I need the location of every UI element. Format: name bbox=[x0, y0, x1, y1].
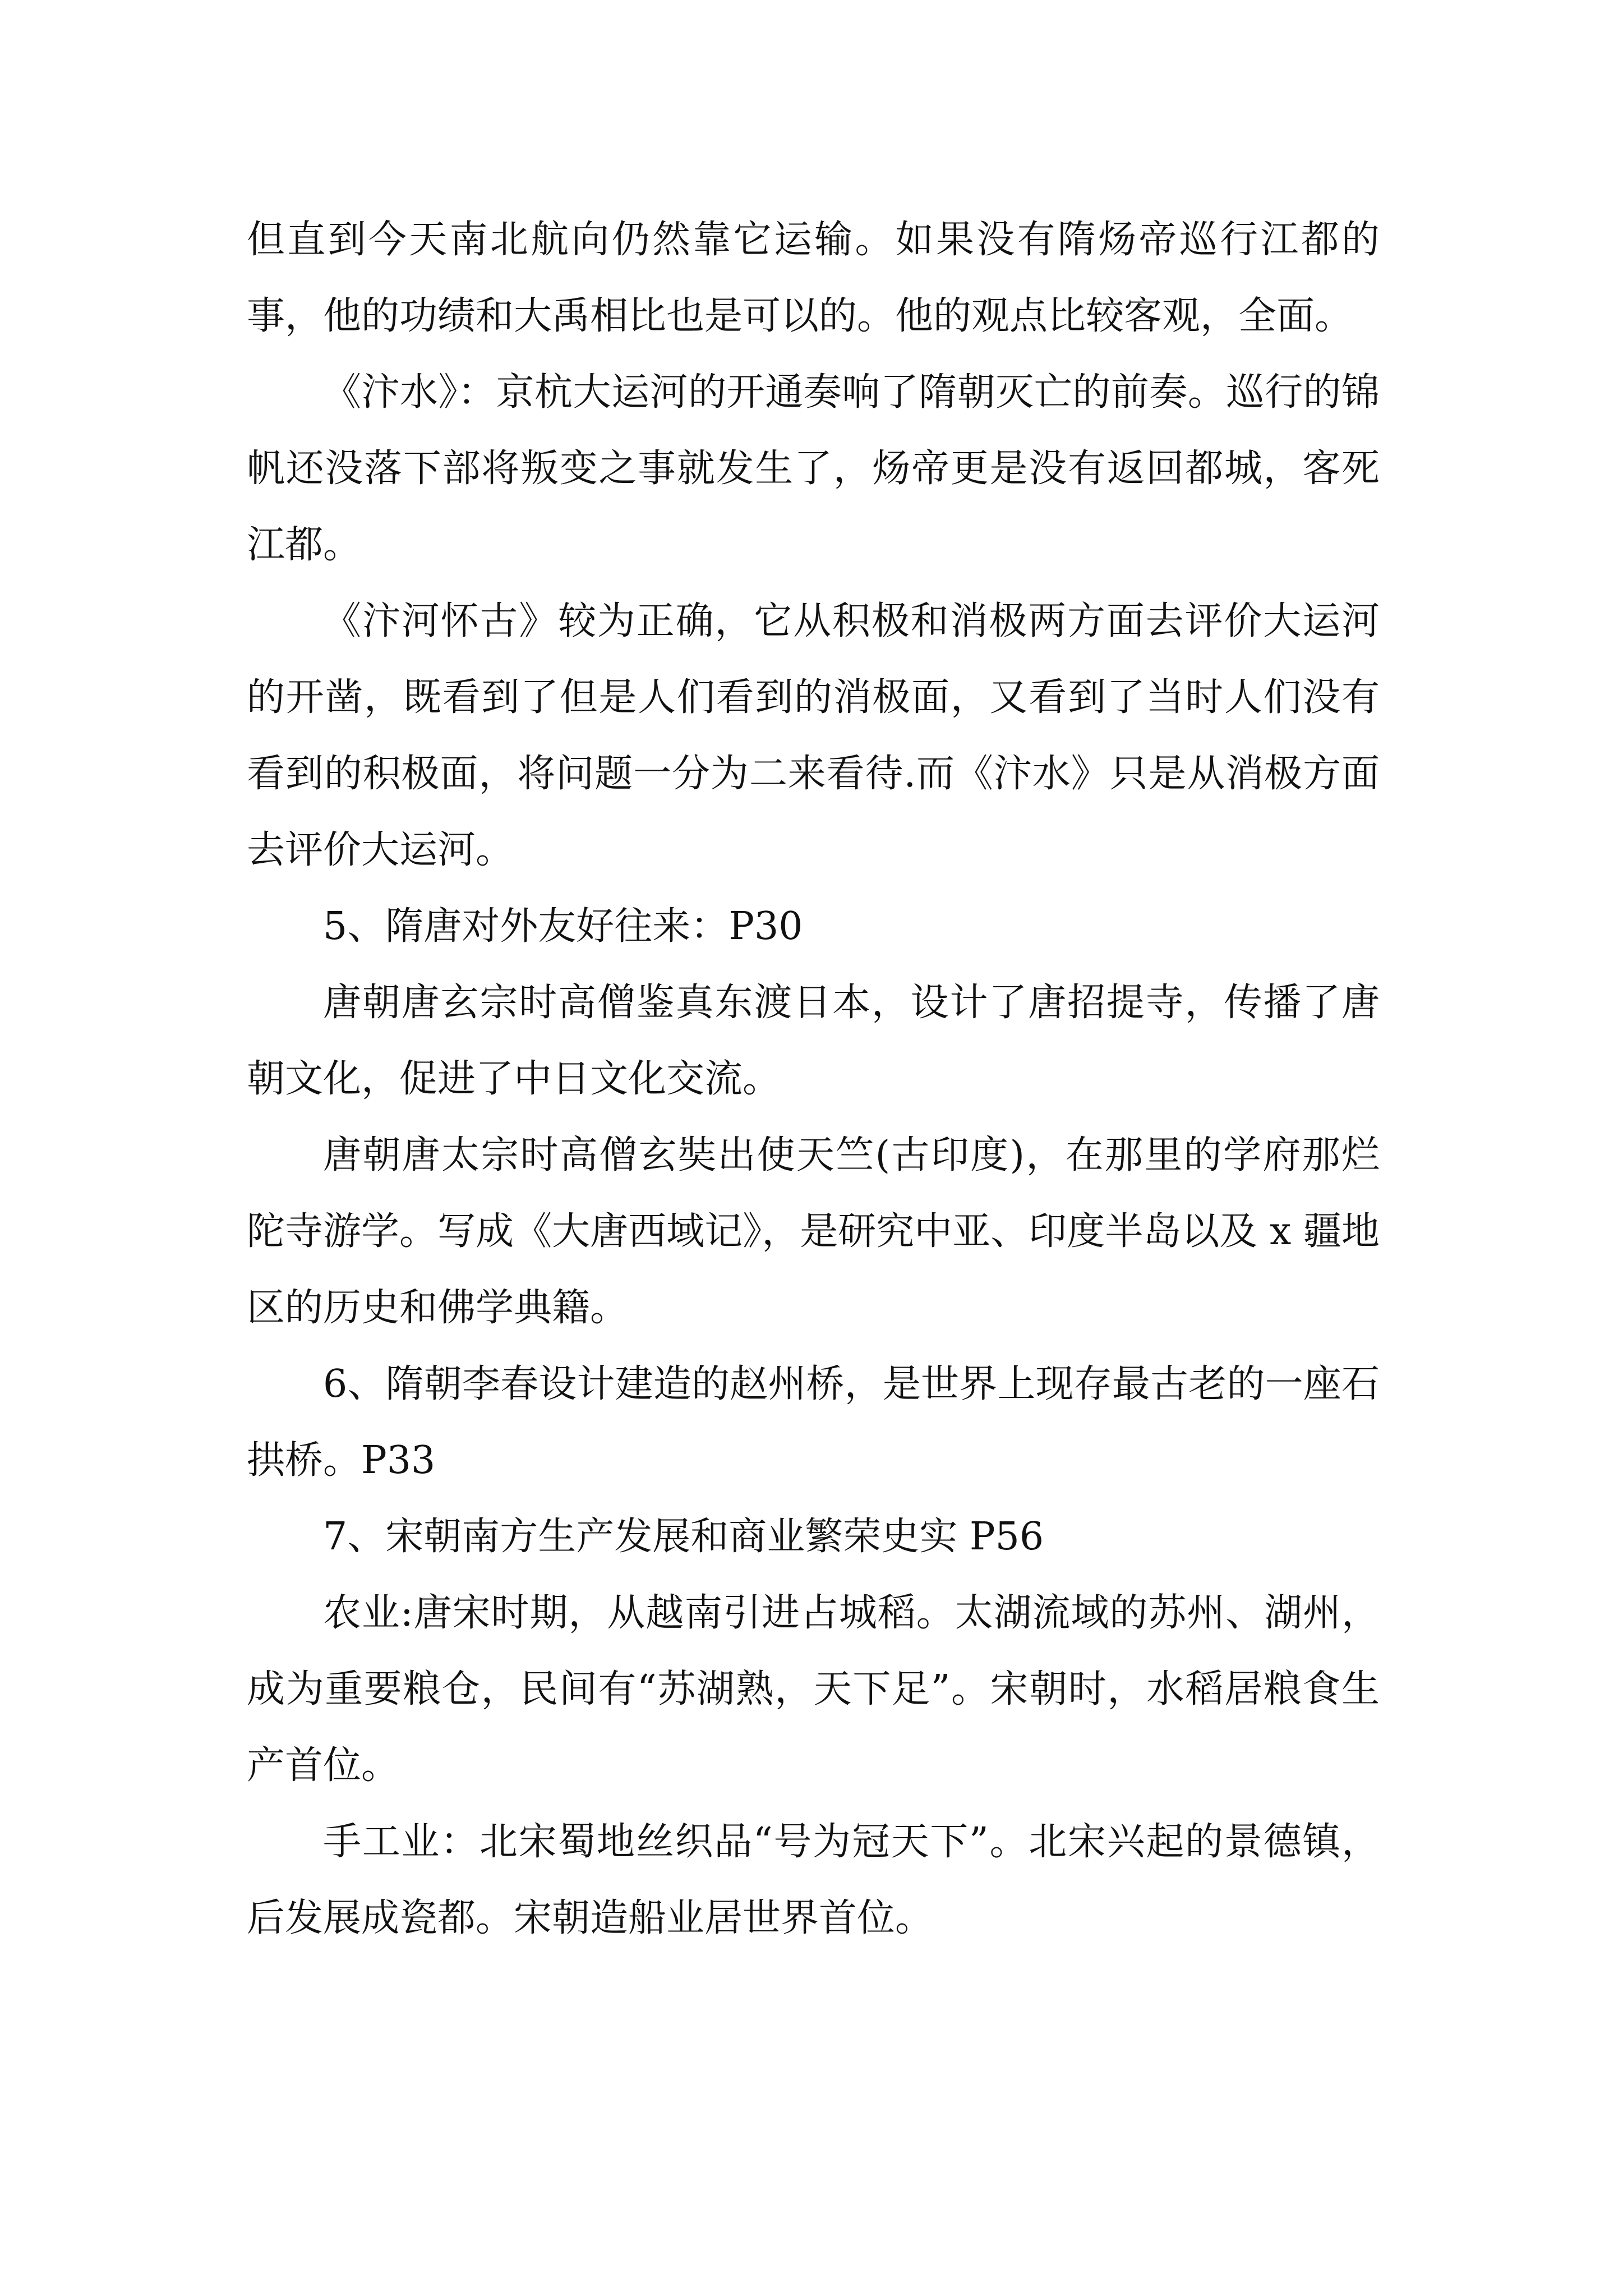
paragraph-3: 《汴河怀古》较为正确，它从积极和消极两方面去评价大运河的开凿，既看到了但是人们看到的消极面，又看到了当时人们没有看到的积极面，将问题一分为二来看待.而《汴水》只是从消极方面去评价大运河。 bbox=[247, 599, 1380, 872]
paragraph-8-heading: 7、宋朝南方生产发展和商业繁荣史实 P56 bbox=[323, 1515, 1044, 1559]
paragraph-6: 唐朝唐太宗时高僧玄奘出使天竺(古印度)，在那里的学府那烂陀寺游学。写成《大唐西域记》，是研究中亚、印度半岛以及 x 疆地区的历史和佛学典籍。 bbox=[247, 1133, 1380, 1330]
paragraph-1: 但直到今天南北航向仍然靠它运输。如果没有隋炀帝巡行江都的事，他的功绩和大禹相比也是可以的。他的观点比较客观，全面。 bbox=[247, 218, 1380, 338]
paragraph-10: 手工业：北宋蜀地丝织品“号为冠天下”。北宋兴起的景德镇，后发展成瓷都。宋朝造船业居世界首位。 bbox=[247, 1820, 1380, 1940]
paragraph-7: 6、隋朝李春设计建造的赵州桥，是世界上现存最古老的一座石拱桥。P33 bbox=[247, 1362, 1380, 1483]
document-body bbox=[247, 202, 1380, 1957]
paragraph-5: 唐朝唐玄宗时高僧鉴真东渡日本，设计了唐招提寺，传播了唐朝文化，促进了中日文化交流。 bbox=[247, 981, 1380, 1101]
paragraph-2: 《汴水》：京杭大运河的开通奏响了隋朝灭亡的前奏。巡行的锦帆还没落下部将叛变之事就发生了，炀帝更是没有返回都城，客死江都。 bbox=[247, 370, 1380, 567]
paragraph-9: 农业:唐宋时期，从越南引进占城稻。太湖流域的苏州、湖州，成为重要粮仓，民间有“苏湖熟，天下足”。宋朝时，水稻居粮食生产首位。 bbox=[247, 1591, 1380, 1788]
paragraph-4-heading: 5、隋唐对外友好往来：P30 bbox=[323, 904, 803, 949]
